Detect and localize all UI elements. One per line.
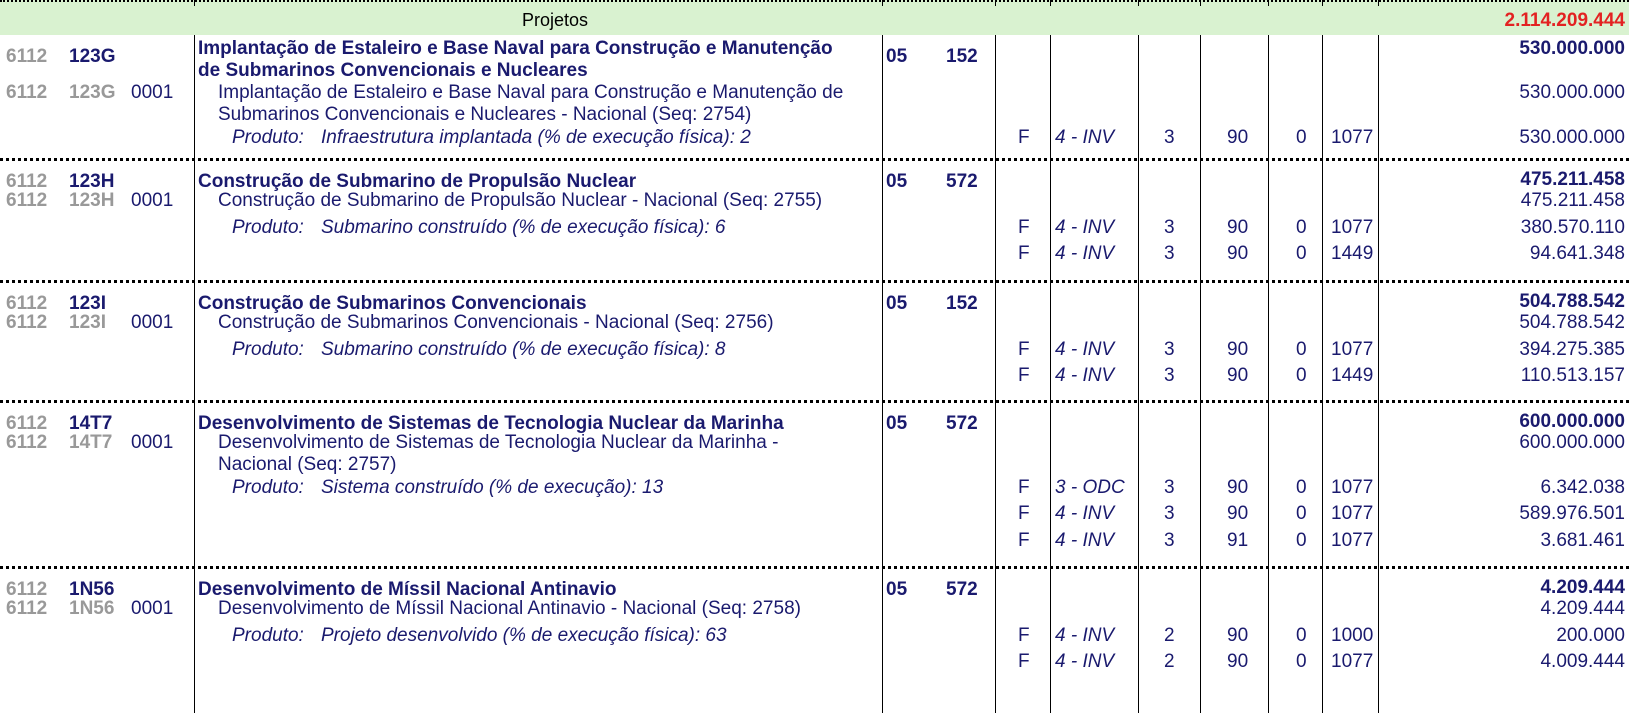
action-total: 4.209.444 [1540,577,1625,598]
action-code: 123G [69,46,116,67]
produto-text: Projeto desenvolvido (% de execução física): 63 [321,625,727,646]
fonte: 1077 [1331,477,1374,498]
action-total: 600.000.000 [1519,411,1625,432]
esfera: F [1018,127,1030,148]
alloc-value: 380.570.110 [1520,217,1625,238]
iu: 0 [1296,477,1307,498]
fonte: 1077 [1331,651,1374,673]
fonte: 1449 [1331,243,1374,265]
column-divider [1050,0,1051,6]
iu: 0 [1296,243,1307,265]
subfunction-code: 152 [946,46,978,67]
loc-action-code: 123G [69,82,116,103]
modalidade: 90 [1227,365,1249,387]
esfera: F [1018,339,1030,360]
action-code: 123I [69,293,106,314]
loc-sub-code: 0001 [131,598,174,619]
produto-text: Infraestrutura implantada (% de execução física): 2 [321,127,751,148]
org-code: 6112 [6,46,48,67]
action-title: Desenvolvimento de Míssil Nacional Antinavio [198,579,617,600]
iu: 0 [1296,127,1307,148]
loc-action-code: 14T7 [69,432,113,453]
alloc-value: 589.976.501 [1519,503,1625,525]
loc-total: 475.211.458 [1520,190,1625,211]
column-divider [882,35,883,713]
alloc-value: 110.513.157 [1520,365,1625,387]
produto-label: Produto: [232,625,304,646]
esfera: F [1018,217,1030,238]
section-header [0,0,1629,35]
column-divider [995,35,996,713]
produto-label: Produto: [232,339,304,360]
action-total: 504.788.542 [1519,291,1625,312]
org-code: 6112 [6,579,48,600]
column-divider [1138,35,1139,713]
column-divider [1268,0,1269,6]
gnd: 4 - INV [1055,217,1115,238]
loc-description: Construção de Submarino de Propulsão Nuclear - Nacional (Seq: 2755) [218,190,823,211]
rp: 2 [1164,651,1175,673]
loc-description: Desenvolvimento de Míssil Nacional Antinavio - Nacional (Seq: 2758) [218,598,801,619]
rp: 3 [1164,503,1175,525]
esfera: F [1018,477,1030,498]
action-code: 1N56 [69,579,115,600]
loc-sub-code: 0001 [131,190,174,211]
rp: 3 [1164,529,1175,551]
produto-text: Sistema construído (% de execução): 13 [321,477,664,498]
column-divider [1378,35,1379,713]
function-code: 05 [886,46,908,67]
rp: 3 [1164,217,1175,238]
loc-sub-code: 0001 [131,432,174,453]
loc-org-code: 6112 [6,312,48,333]
subfunction-code: 572 [946,579,978,600]
row-separator [0,280,1629,283]
alloc-value: 394.275.385 [1519,339,1625,360]
function-code: 05 [886,293,908,314]
column-divider [1200,0,1201,6]
esfera: F [1018,529,1030,551]
modalidade: 90 [1227,503,1249,525]
gnd: 4 - INV [1055,529,1115,551]
iu: 0 [1296,651,1307,673]
iu: 0 [1296,503,1307,525]
function-code: 05 [886,413,908,434]
produto-label: Produto: [232,217,304,238]
function-code: 05 [886,579,908,600]
esfera: F [1018,503,1030,525]
fonte: 1077 [1331,503,1374,525]
loc-action-code: 1N56 [69,598,115,619]
modalidade: 90 [1227,243,1249,265]
rp: 3 [1164,127,1175,148]
fonte: 1000 [1331,625,1374,646]
alloc-value: 3.681.461 [1540,529,1625,551]
gnd: 4 - INV [1055,503,1115,525]
iu: 0 [1296,217,1307,238]
loc-sub-code: 0001 [131,82,174,103]
loc-description: Nacional (Seq: 2757) [218,454,397,475]
row-separator [0,400,1629,403]
action-total: 530.000.000 [1519,38,1625,59]
column-divider [194,0,195,6]
gnd: 4 - INV [1055,625,1115,646]
esfera: F [1018,625,1030,646]
fonte: 1449 [1331,365,1374,387]
modalidade: 91 [1227,529,1249,551]
loc-sub-code: 0001 [131,312,174,333]
rp: 3 [1164,365,1175,387]
loc-description: Submarinos Convencionais e Nucleares - Nacional (Seq: 2754) [218,104,752,125]
column-divider [1200,35,1201,713]
esfera: F [1018,243,1030,265]
alloc-value: 6.342.038 [1540,477,1625,498]
gnd: 4 - INV [1055,651,1115,673]
gnd: 3 - ODC [1055,477,1125,498]
loc-description: Desenvolvimento de Sistemas de Tecnologia Nuclear da Marinha - [218,432,779,453]
column-divider [1268,35,1269,713]
iu: 0 [1296,625,1307,646]
column-divider [1378,0,1379,6]
subfunction-code: 572 [946,413,978,434]
esfera: F [1018,651,1030,673]
gnd: 4 - INV [1055,339,1115,360]
column-divider [882,0,883,6]
column-divider [1322,0,1323,6]
produto-text: Submarino construído (% de execução física): 6 [321,217,726,238]
loc-total: 600.000.000 [1519,432,1625,453]
rp: 3 [1164,339,1175,360]
column-divider [194,35,195,713]
column-divider [1050,35,1051,713]
loc-total: 4.209.444 [1540,598,1625,619]
loc-total: 504.788.542 [1519,312,1625,333]
loc-action-code: 123H [69,190,115,211]
action-total: 475.211.458 [1520,169,1625,190]
loc-org-code: 6112 [6,598,48,619]
modalidade: 90 [1227,477,1249,498]
produto-label: Produto: [232,477,304,498]
column-divider [1138,0,1139,6]
gnd: 4 - INV [1055,127,1115,148]
section-total: 2.114.209.444 [1504,10,1625,31]
action-title: Construção de Submarino de Propulsão Nuclear [198,171,637,192]
fonte: 1077 [1331,127,1374,148]
subfunction-code: 572 [946,171,978,192]
subfunction-code: 152 [946,293,978,314]
alloc-value: 530.000.000 [1519,127,1625,148]
alloc-value: 4.009.444 [1540,651,1625,673]
fonte: 1077 [1331,339,1374,360]
alloc-value: 94.641.348 [1529,243,1625,265]
fonte: 1077 [1331,217,1374,238]
fonte: 1077 [1331,529,1374,551]
org-code: 6112 [6,413,48,434]
org-code: 6112 [6,293,48,314]
alloc-value: 200.000 [1556,625,1625,646]
loc-org-code: 6112 [6,432,48,453]
loc-description: Implantação de Estaleiro e Base Naval para Construção e Manutenção de [218,82,844,103]
action-title: Construção de Submarinos Convencionais [198,293,587,314]
row-separator [0,566,1629,569]
iu: 0 [1296,365,1307,387]
rp: 3 [1164,243,1175,265]
row-separator [0,158,1629,161]
esfera: F [1018,365,1030,387]
iu: 0 [1296,529,1307,551]
rp: 2 [1164,625,1175,646]
produto-label: Produto: [232,127,304,148]
loc-description: Construção de Submarinos Convencionais - Nacional (Seq: 2756) [218,312,774,333]
modalidade: 90 [1227,217,1249,238]
column-divider [1322,35,1323,713]
produto-text: Submarino construído (% de execução física): 8 [321,339,726,360]
column-divider [995,0,996,6]
rp: 3 [1164,477,1175,498]
action-title: de Submarinos Convencionais e Nucleares [198,60,588,81]
gnd: 4 - INV [1055,365,1115,387]
org-code: 6112 [6,171,48,192]
modalidade: 90 [1227,127,1249,148]
loc-org-code: 6112 [6,190,48,211]
action-title: Desenvolvimento de Sistemas de Tecnologia Nuclear da Marinha [198,413,784,434]
loc-action-code: 123I [69,312,106,333]
modalidade: 90 [1227,625,1249,646]
loc-org-code: 6112 [6,82,48,103]
loc-total: 530.000.000 [1519,82,1625,103]
iu: 0 [1296,339,1307,360]
modalidade: 90 [1227,651,1249,673]
action-code: 123H [69,171,115,192]
function-code: 05 [886,171,908,192]
action-title: Implantação de Estaleiro e Base Naval para Construção e Manutenção [198,38,833,59]
modalidade: 90 [1227,339,1249,360]
gnd: 4 - INV [1055,243,1115,265]
section-title: Projetos [522,10,589,30]
action-code: 14T7 [69,413,113,434]
